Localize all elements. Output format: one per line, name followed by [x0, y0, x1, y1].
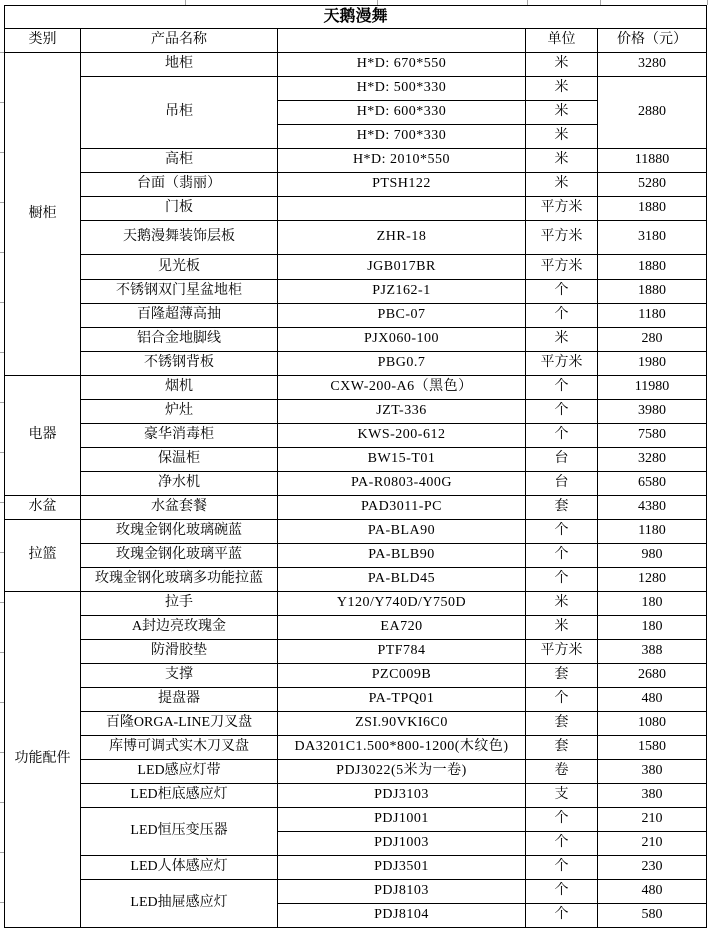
price-cell: 580 [598, 904, 707, 928]
product-cell: 水盆套餐 [81, 496, 278, 520]
table-row [5, 472, 707, 496]
spec-cell: CXW-200-A6（黑色） [278, 376, 526, 400]
table-row [5, 664, 707, 688]
category-cell-sink: 水盆 [5, 496, 81, 520]
table-row [5, 688, 707, 712]
table-row [5, 255, 707, 280]
table-row [5, 520, 707, 544]
unit-cell: 米 [526, 173, 598, 197]
price-cell: 210 [598, 808, 707, 832]
price-cell: 180 [598, 616, 707, 640]
table-row [5, 328, 707, 352]
table-row [5, 149, 707, 173]
unit-cell: 米 [526, 616, 598, 640]
unit-cell: 个 [526, 808, 598, 832]
spec-cell: H*D: 700*330 [278, 125, 526, 149]
spec-cell: PZC009B [278, 664, 526, 688]
table-row [5, 197, 707, 221]
product-cell: 百隆ORGA-LINE刀叉盘 [81, 712, 278, 736]
price-cell: 5280 [598, 173, 707, 197]
spec-cell: Y120/Y740D/Y750D [278, 592, 526, 616]
unit-cell: 米 [526, 149, 598, 173]
product-cell: 天鹅漫舞装饰层板 [81, 221, 278, 255]
spec-cell [278, 197, 526, 221]
price-cell: 1280 [598, 568, 707, 592]
unit-cell: 个 [526, 304, 598, 328]
product-cell: LED人体感应灯 [81, 856, 278, 880]
price-cell: 7580 [598, 424, 707, 448]
product-cell: 不锈钢双门星盆地柜 [81, 280, 278, 304]
spec-cell: ZHR-18 [278, 221, 526, 255]
table-row [5, 77, 707, 101]
unit-cell: 个 [526, 568, 598, 592]
price-cell: 388 [598, 640, 707, 664]
spec-cell: PTSH122 [278, 173, 526, 197]
product-cell: 台面（翡丽） [81, 173, 278, 197]
unit-cell: 平方米 [526, 640, 598, 664]
product-cell: LED恒压变压器 [81, 808, 278, 856]
table-row [5, 400, 707, 424]
unit-cell: 个 [526, 400, 598, 424]
table-row [5, 448, 707, 472]
spec-cell: PA-TPQ01 [278, 688, 526, 712]
table-row [5, 592, 707, 616]
table-row [5, 736, 707, 760]
product-cell: LED柜底感应灯 [81, 784, 278, 808]
table-row [5, 616, 707, 640]
price-cell: 380 [598, 784, 707, 808]
product-cell: 库博可调式实木刀叉盘 [81, 736, 278, 760]
spec-cell: BW15-T01 [278, 448, 526, 472]
spec-cell: EA720 [278, 616, 526, 640]
spec-cell: PBC-07 [278, 304, 526, 328]
unit-cell: 个 [526, 904, 598, 928]
spec-cell: PJX060-100 [278, 328, 526, 352]
header-category: 类别 [5, 29, 81, 53]
spec-cell: PDJ3022(5米为一卷) [278, 760, 526, 784]
unit-cell: 个 [526, 880, 598, 904]
table-row [5, 221, 707, 255]
unit-cell: 米 [526, 77, 598, 101]
price-cell: 210 [598, 832, 707, 856]
header-product: 产品名称 [81, 29, 278, 53]
product-cell: 吊柜 [81, 77, 278, 149]
price-cell: 11980 [598, 376, 707, 400]
table-row [5, 304, 707, 328]
price-cell: 1880 [598, 255, 707, 280]
spec-cell: PDJ3501 [278, 856, 526, 880]
product-cell: 烟机 [81, 376, 278, 400]
product-cell: 见光板 [81, 255, 278, 280]
unit-cell: 支 [526, 784, 598, 808]
price-cell: 480 [598, 688, 707, 712]
unit-cell: 个 [526, 688, 598, 712]
price-cell: 11880 [598, 149, 707, 173]
unit-cell: 米 [526, 328, 598, 352]
price-cell: 4380 [598, 496, 707, 520]
category-cell-basket: 拉篮 [5, 520, 81, 592]
product-cell: 炉灶 [81, 400, 278, 424]
price-cell: 1180 [598, 520, 707, 544]
unit-cell: 套 [526, 496, 598, 520]
table-row [5, 544, 707, 568]
table-row [5, 856, 707, 880]
table-row [5, 880, 707, 904]
spec-cell: PDJ8104 [278, 904, 526, 928]
table-row [5, 352, 707, 376]
header-spec [278, 29, 526, 53]
table-row [5, 53, 707, 77]
price-cell: 1580 [598, 736, 707, 760]
spec-cell: PDJ1003 [278, 832, 526, 856]
unit-cell: 卷 [526, 760, 598, 784]
product-cell: 玫瑰金钢化玻璃多功能拉蓝 [81, 568, 278, 592]
price-cell: 280 [598, 328, 707, 352]
product-cell: 支撑 [81, 664, 278, 688]
price-cell: 6580 [598, 472, 707, 496]
product-cell: 玫瑰金钢化玻璃碗蓝 [81, 520, 278, 544]
unit-cell: 个 [526, 832, 598, 856]
price-cell: 3980 [598, 400, 707, 424]
spec-cell: PA-BLD45 [278, 568, 526, 592]
spec-cell: H*D: 2010*550 [278, 149, 526, 173]
product-cell: 不锈钢背板 [81, 352, 278, 376]
table-row [5, 496, 707, 520]
price-cell: 230 [598, 856, 707, 880]
spec-cell: PDJ1001 [278, 808, 526, 832]
spec-cell: H*D: 670*550 [278, 53, 526, 77]
price-cell: 980 [598, 544, 707, 568]
unit-cell: 米 [526, 53, 598, 77]
table-row [5, 424, 707, 448]
price-cell: 480 [598, 880, 707, 904]
table-row [5, 568, 707, 592]
table-row [5, 173, 707, 197]
spec-cell: H*D: 600*330 [278, 101, 526, 125]
price-cell: 1080 [598, 712, 707, 736]
header-price: 价格（元） [598, 29, 707, 53]
spec-cell: PBG0.7 [278, 352, 526, 376]
table-row [5, 784, 707, 808]
product-cell: 防滑胶垫 [81, 640, 278, 664]
table-title: 天鹅漫舞 [5, 6, 707, 29]
product-cell: 净水机 [81, 472, 278, 496]
spreadsheet-gridline-stub [707, 0, 708, 5]
price-cell: 1880 [598, 197, 707, 221]
table-row [5, 640, 707, 664]
header-unit: 单位 [526, 29, 598, 53]
spec-cell: JZT-336 [278, 400, 526, 424]
product-cell: 玫瑰金钢化玻璃平蓝 [81, 544, 278, 568]
unit-cell: 米 [526, 125, 598, 149]
price-cell: 1980 [598, 352, 707, 376]
product-cell: 百隆超薄高抽 [81, 304, 278, 328]
unit-cell: 套 [526, 736, 598, 760]
product-cell: A封边亮玫瑰金 [81, 616, 278, 640]
price-table [4, 5, 707, 928]
unit-cell: 平方米 [526, 352, 598, 376]
title-row [5, 6, 707, 29]
spec-cell: DA3201C1.500*800-1200(木纹色) [278, 736, 526, 760]
unit-cell: 平方米 [526, 197, 598, 221]
category-cell-appliance: 电器 [5, 376, 81, 496]
spec-cell: PAD3011-PC [278, 496, 526, 520]
product-cell: 拉手 [81, 592, 278, 616]
product-cell: 高柜 [81, 149, 278, 173]
product-cell: 铝合金地脚线 [81, 328, 278, 352]
table-row [5, 376, 707, 400]
price-cell: 1880 [598, 280, 707, 304]
unit-cell: 套 [526, 712, 598, 736]
table-row [5, 712, 707, 736]
spec-cell: JGB017BR [278, 255, 526, 280]
spec-cell: PDJ8103 [278, 880, 526, 904]
unit-cell: 个 [526, 544, 598, 568]
spec-cell: PA-BLA90 [278, 520, 526, 544]
unit-cell: 平方米 [526, 221, 598, 255]
product-cell: 保温柜 [81, 448, 278, 472]
unit-cell: 个 [526, 520, 598, 544]
unit-cell: 平方米 [526, 255, 598, 280]
table-row [5, 280, 707, 304]
price-cell: 1180 [598, 304, 707, 328]
unit-cell: 个 [526, 376, 598, 400]
spec-cell: H*D: 500*330 [278, 77, 526, 101]
spec-cell: PTF784 [278, 640, 526, 664]
product-cell: LED感应灯带 [81, 760, 278, 784]
unit-cell: 台 [526, 448, 598, 472]
price-cell: 180 [598, 592, 707, 616]
spec-cell: PJZ162-1 [278, 280, 526, 304]
unit-cell: 米 [526, 592, 598, 616]
spec-cell: PA-BLB90 [278, 544, 526, 568]
price-cell: 2680 [598, 664, 707, 688]
price-cell: 3280 [598, 53, 707, 77]
category-cell-accessories: 功能配件 [5, 592, 81, 928]
product-cell: 门板 [81, 197, 278, 221]
unit-cell: 个 [526, 856, 598, 880]
header-row [5, 29, 707, 53]
unit-cell: 个 [526, 280, 598, 304]
product-cell: 豪华消毒柜 [81, 424, 278, 448]
unit-cell: 个 [526, 424, 598, 448]
price-cell: 3180 [598, 221, 707, 255]
price-cell: 380 [598, 760, 707, 784]
product-cell: LED抽屉感应灯 [81, 880, 278, 928]
unit-cell: 台 [526, 472, 598, 496]
spec-cell: KWS-200-612 [278, 424, 526, 448]
spec-cell: ZSI.90VKI6C0 [278, 712, 526, 736]
price-cell: 3280 [598, 448, 707, 472]
price-cell: 2880 [598, 77, 707, 149]
unit-cell: 米 [526, 101, 598, 125]
table-row [5, 760, 707, 784]
table-row [5, 808, 707, 832]
unit-cell: 套 [526, 664, 598, 688]
spec-cell: PDJ3103 [278, 784, 526, 808]
product-cell: 提盘器 [81, 688, 278, 712]
category-cell-cabinet: 橱柜 [5, 53, 81, 376]
spec-cell: PA-R0803-400G [278, 472, 526, 496]
product-cell: 地柜 [81, 53, 278, 77]
